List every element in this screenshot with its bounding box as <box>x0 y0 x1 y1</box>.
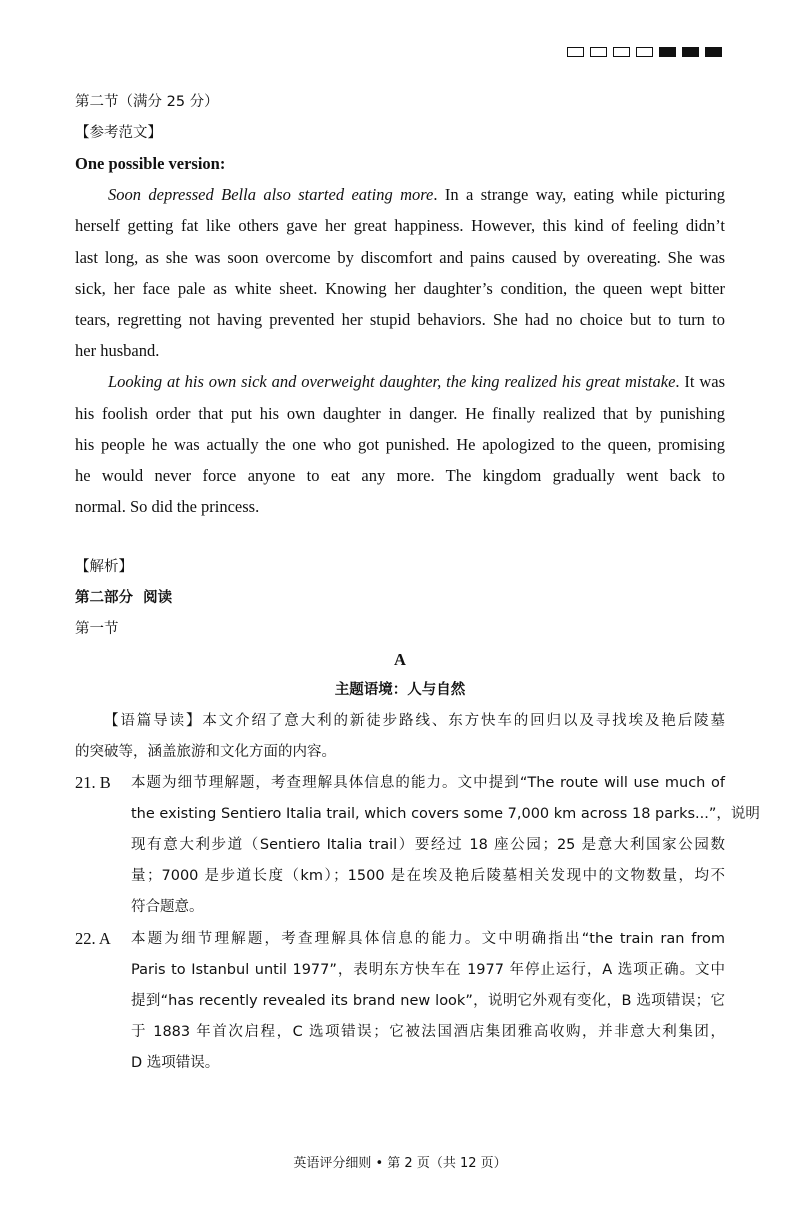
analysis-label: 【解析】 <box>75 559 133 575</box>
essay-p1-line-2: herself getting fat like others gave her great happiness. However, this kind of feeling didn’t <box>75 216 725 235</box>
filled-square-icon <box>682 47 699 57</box>
theme-heading: 主题语境：人与自然 <box>334 682 466 698</box>
essay-p2-line-1-rest: . It was <box>675 372 725 391</box>
essay-p2-line-1 <box>108 372 725 392</box>
q21-line-4: 量；7000 是步道长度（km）；1500 是在埃及艳后陵墓相关发现中的文物数量，均不 <box>131 868 725 884</box>
essay-p1-line-1 <box>108 185 725 205</box>
filled-square-icon <box>659 47 676 57</box>
essay-p1-line-4: sick, her face pale as white sheet. Knowing her daughter’s condition, the queen wept bitter <box>75 279 725 298</box>
page-footer: 英语评分细则 • 第 2 页（共 12 页） <box>293 1156 507 1171</box>
q22-line-5: D 选项错误。 <box>131 1055 220 1071</box>
filled-square-icon <box>705 47 722 57</box>
q22-line-2: Paris to Istanbul until 1977”，表明东方快车在 1977 年停止运行，A 选项正确。文中 <box>131 962 725 978</box>
part-heading: 第二部分 阅读 <box>75 590 173 606</box>
reference-label: 【参考范文】 <box>75 125 162 141</box>
intro-line-1: 【语篇导读】本文介绍了意大利的新徒步路线、东方快车的回归以及寻找埃及艳后陵墓 <box>104 713 725 729</box>
essay-p1-line-5: tears, regretting not having prevented her stupid behaviors. She had no choice but to turn to <box>75 310 725 329</box>
version-label: One possible version: <box>75 154 226 173</box>
essay-p1-line-3: last long, as she was soon overcome by discomfort and pains caused by overeating. She was <box>75 248 725 267</box>
q22-line-4: 于 1883 年首次启程，C 选项错误；它被法国酒店集团雅高收购，并非意大利集团， <box>131 1024 725 1040</box>
intro-line-2: 的突破等，涵盖旅游和文化方面的内容。 <box>75 744 336 760</box>
outlined-square-icon <box>636 47 653 57</box>
essay-p1-line-1-rest: . In a strange way, eating while picturing <box>433 185 725 204</box>
essay-p2-line-3: his people he was actually the one who got punished. He apologized to the queen, promising <box>75 435 725 454</box>
q21-number: 21. B <box>75 773 111 792</box>
q22-line-3: 提到“has recently revealed its brand new look”，说明它外观有变化，B 选项错误；它 <box>131 993 725 1009</box>
essay-p1-opening: Soon depressed Bella also started eating more <box>108 185 434 204</box>
essay-p2-line-2: his foolish order that put his own daughter in danger. He finally realized that by punishing <box>75 404 725 423</box>
header-marks <box>567 47 722 57</box>
essay-p1-line-6: her husband. <box>75 341 160 360</box>
section-title: 第二节（满分 25 分） <box>75 94 219 110</box>
q21-line-3: 现有意大利步道（Sentiero Italia trail）要经过 18 座公园；25 是意大利国家公园数 <box>131 837 725 853</box>
q21-line-2: the existing Sentiero Italia trail, which covers some 7,000 km across 18 parks...”，说明 <box>131 806 760 822</box>
section-heading: 第一节 <box>75 621 119 637</box>
outlined-square-icon <box>590 47 607 57</box>
passage-letter: A <box>394 650 406 669</box>
essay-p2-opening: Looking at his own sick and overweight daughter, the king realized his great mistake <box>108 372 676 391</box>
outlined-square-icon <box>567 47 584 57</box>
essay-p2-line-5: normal. So did the princess. <box>75 497 260 516</box>
q22-line-1: 本题为细节理解题，考查理解具体信息的能力。文中明确指出“the train ran from <box>131 931 725 947</box>
q21-line-1: 本题为细节理解题，考查理解具体信息的能力。文中提到“The route will use much of <box>131 775 725 791</box>
essay-p2-line-4: he would never force anyone to eat any more. The kingdom gradually went back to <box>75 466 725 485</box>
q21-line-5: 符合题意。 <box>131 899 204 915</box>
outlined-square-icon <box>613 47 630 57</box>
q22-number: 22. A <box>75 929 111 948</box>
